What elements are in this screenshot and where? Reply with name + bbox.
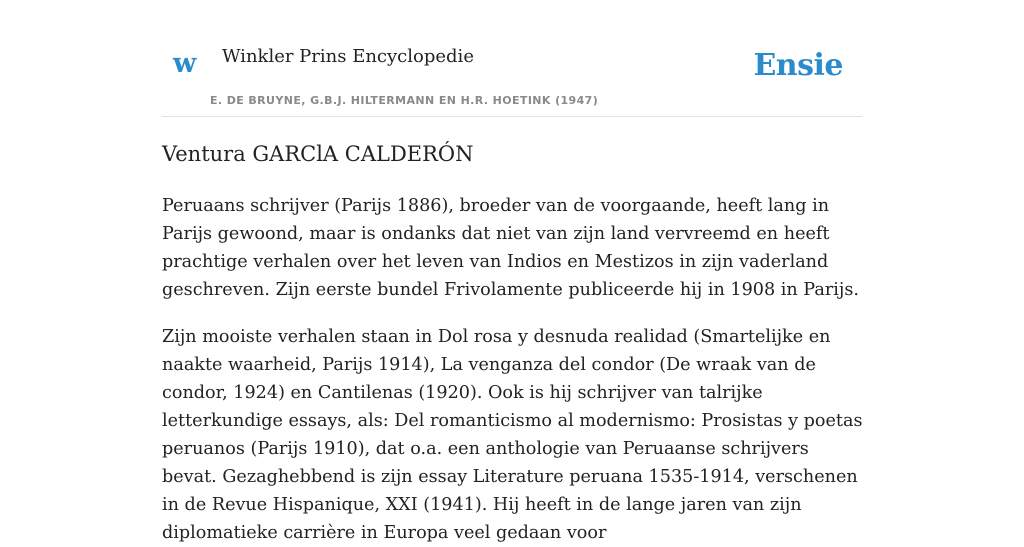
article-title: Ventura GARClA CALDERÓN [162, 142, 474, 166]
article-paragraph: Peruaans schrijver (Parijs 1886), broeder van de voorgaande, heeft lang in Parijs gewoond, maar is ondanks dat niet van zijn land vervreemd en heeft prachtige verhalen over het leven van Indios en Mestizos in zijn vaderland geschreven. Zijn eerste bundel Frivolamente publiceerde hij in 1908 in Parijs. [162, 196, 859, 300]
source-header [162, 0, 862, 117]
source-title-link[interactable]: Winkler Prins Encyclopedie [222, 46, 474, 67]
ensie-logo[interactable]: Ensie [753, 48, 843, 83]
article-body [162, 138, 867, 547]
source-authors: E. DE BRUYNE, G.B.J. HILTERMANN EN H.R. HOETINK (1947) [210, 94, 599, 107]
source-logo[interactable]: w [173, 48, 197, 79]
article-paragraph: Zijn mooiste verhalen staan in Dol rosa y desnuda realidad (Smartelijke en naakte waarheid, Parijs 1914), La venganza del condor (De wraak van de condor, 1924) en Cantilenas (1920). Ook is hij schrijver van talrijke letterkundige essays, als: Del romanticismo al modernismo: Prosistas y poetas peruanos (Parijs 1910), dat o.a. een anthologie van Peruaanse schrijvers bevat. Gezaghebbend is zijn essay Literature peruana 1535-1914, verschenen in de Revue Hispanique, XXI (1941). Hij heeft in de lange jaren van zijn diplomatieke carrière in Europa veel gedaan voor [162, 327, 863, 543]
